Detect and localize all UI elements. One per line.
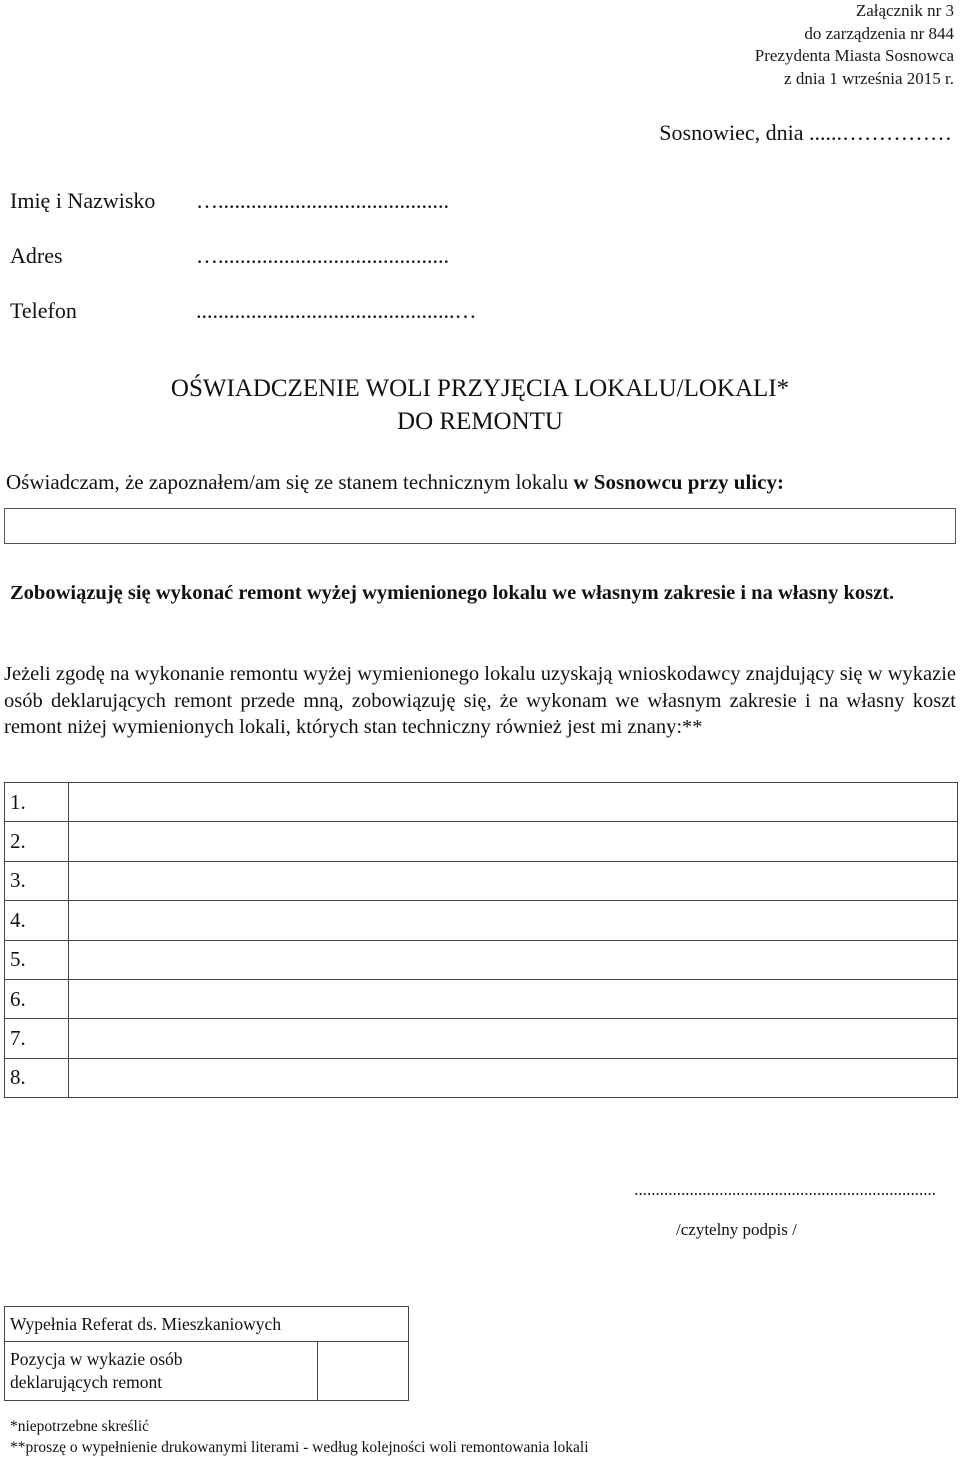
annex-line-3: Prezydenta Miasta Sosnowca bbox=[754, 46, 954, 65]
list-row bbox=[5, 1019, 958, 1058]
annex-header bbox=[755, 0, 954, 90]
list-number: 8. bbox=[5, 1058, 69, 1097]
list-number: 6. bbox=[5, 979, 69, 1018]
position-label-line-2: deklarujących remont bbox=[10, 1372, 163, 1392]
footnote-2: **proszę o wypełnienie drukowanymi literami - według kolejności woli remontowania lokali bbox=[10, 1439, 589, 1456]
list-row bbox=[5, 822, 958, 861]
address-field[interactable]: ….......................................... bbox=[196, 243, 449, 268]
office-use-header: Wypełnia Referat ds. Mieszkaniowych bbox=[5, 1307, 409, 1342]
list-row bbox=[5, 940, 958, 979]
list-number: 3. bbox=[5, 861, 69, 900]
phone-label: Telefon bbox=[10, 298, 77, 323]
declaration-normal: Oświadczam, że zapoznałem/am się ze stanem technicznym lokalu bbox=[6, 470, 574, 494]
address-field-row bbox=[10, 243, 449, 269]
name-field[interactable]: ….......................................... bbox=[196, 188, 449, 213]
position-label bbox=[5, 1342, 318, 1401]
conditional-paragraph: Jeżeli zgodę na wykonanie remontu wyżej wymienionego lokalu uzyskają wnioskodawcy znajdujący się w wykazie osób deklarujących remont przede mną, zobowiązuję się, że wykonam we własnym zakresie i na własny koszt remont niżej wymienionych lokali, których stan techniczny również jest mi znany:** bbox=[4, 663, 956, 738]
list-entry-field[interactable] bbox=[69, 901, 958, 940]
list-row bbox=[5, 901, 958, 940]
list-number: 7. bbox=[5, 1019, 69, 1058]
list-number: 4. bbox=[5, 901, 69, 940]
annex-line-2: do zarządzenia nr 844 bbox=[804, 23, 954, 43]
list-entry-field[interactable] bbox=[69, 783, 958, 822]
phone-field-row bbox=[10, 298, 477, 324]
footnotes bbox=[10, 1416, 589, 1458]
position-value-field[interactable] bbox=[318, 1342, 409, 1401]
street-address-box[interactable] bbox=[4, 508, 956, 544]
footnote-1: *niepotrzebne skreślić bbox=[10, 1418, 150, 1435]
name-field-row bbox=[10, 188, 449, 214]
premises-list-table bbox=[4, 782, 958, 1098]
place-date-field[interactable]: Sosnowiec, dnia ......…………… bbox=[659, 120, 952, 145]
list-row bbox=[5, 783, 958, 822]
list-number: 1. bbox=[5, 783, 69, 822]
position-label-line-1: Pozycja w wykazie osób bbox=[10, 1349, 183, 1369]
commitment-text: Zobowiązuję się wykonać remont wyżej wymienionego lokalu we własnym zakresie i na własny koszt. bbox=[10, 582, 895, 604]
list-number: 2. bbox=[5, 822, 69, 861]
office-use-table bbox=[4, 1306, 409, 1401]
title-line-1: OŚWIADCZENIE WOLI PRZYJĘCIA LOKALU/LOKALI* bbox=[170, 375, 790, 402]
title-line-2: DO REMONTU bbox=[397, 408, 563, 435]
list-entry-field[interactable] bbox=[69, 1058, 958, 1097]
list-entry-field[interactable] bbox=[69, 940, 958, 979]
document-title bbox=[0, 372, 960, 438]
list-entry-field[interactable] bbox=[69, 861, 958, 900]
list-row bbox=[5, 1058, 958, 1097]
list-row bbox=[5, 861, 958, 900]
list-row bbox=[5, 979, 958, 1018]
annex-line-4: z dnia 1 września 2015 r. bbox=[784, 68, 954, 88]
address-label: Adres bbox=[10, 243, 63, 268]
signature-field[interactable]: ....................................................................... bbox=[634, 1180, 936, 1199]
signature-label: /czytelny podpis / bbox=[676, 1220, 797, 1239]
name-label: Imię i Nazwisko bbox=[10, 188, 156, 213]
list-entry-field[interactable] bbox=[69, 979, 958, 1018]
annex-line-1: Załącznik nr 3 bbox=[855, 1, 954, 20]
list-number: 5. bbox=[5, 940, 69, 979]
declaration-bold: w Sosnowcu przy ulicy: bbox=[573, 470, 784, 494]
declaration-text bbox=[6, 470, 784, 495]
list-entry-field[interactable] bbox=[69, 1019, 958, 1058]
phone-field[interactable]: ...............................................… bbox=[196, 298, 477, 323]
list-entry-field[interactable] bbox=[69, 822, 958, 861]
